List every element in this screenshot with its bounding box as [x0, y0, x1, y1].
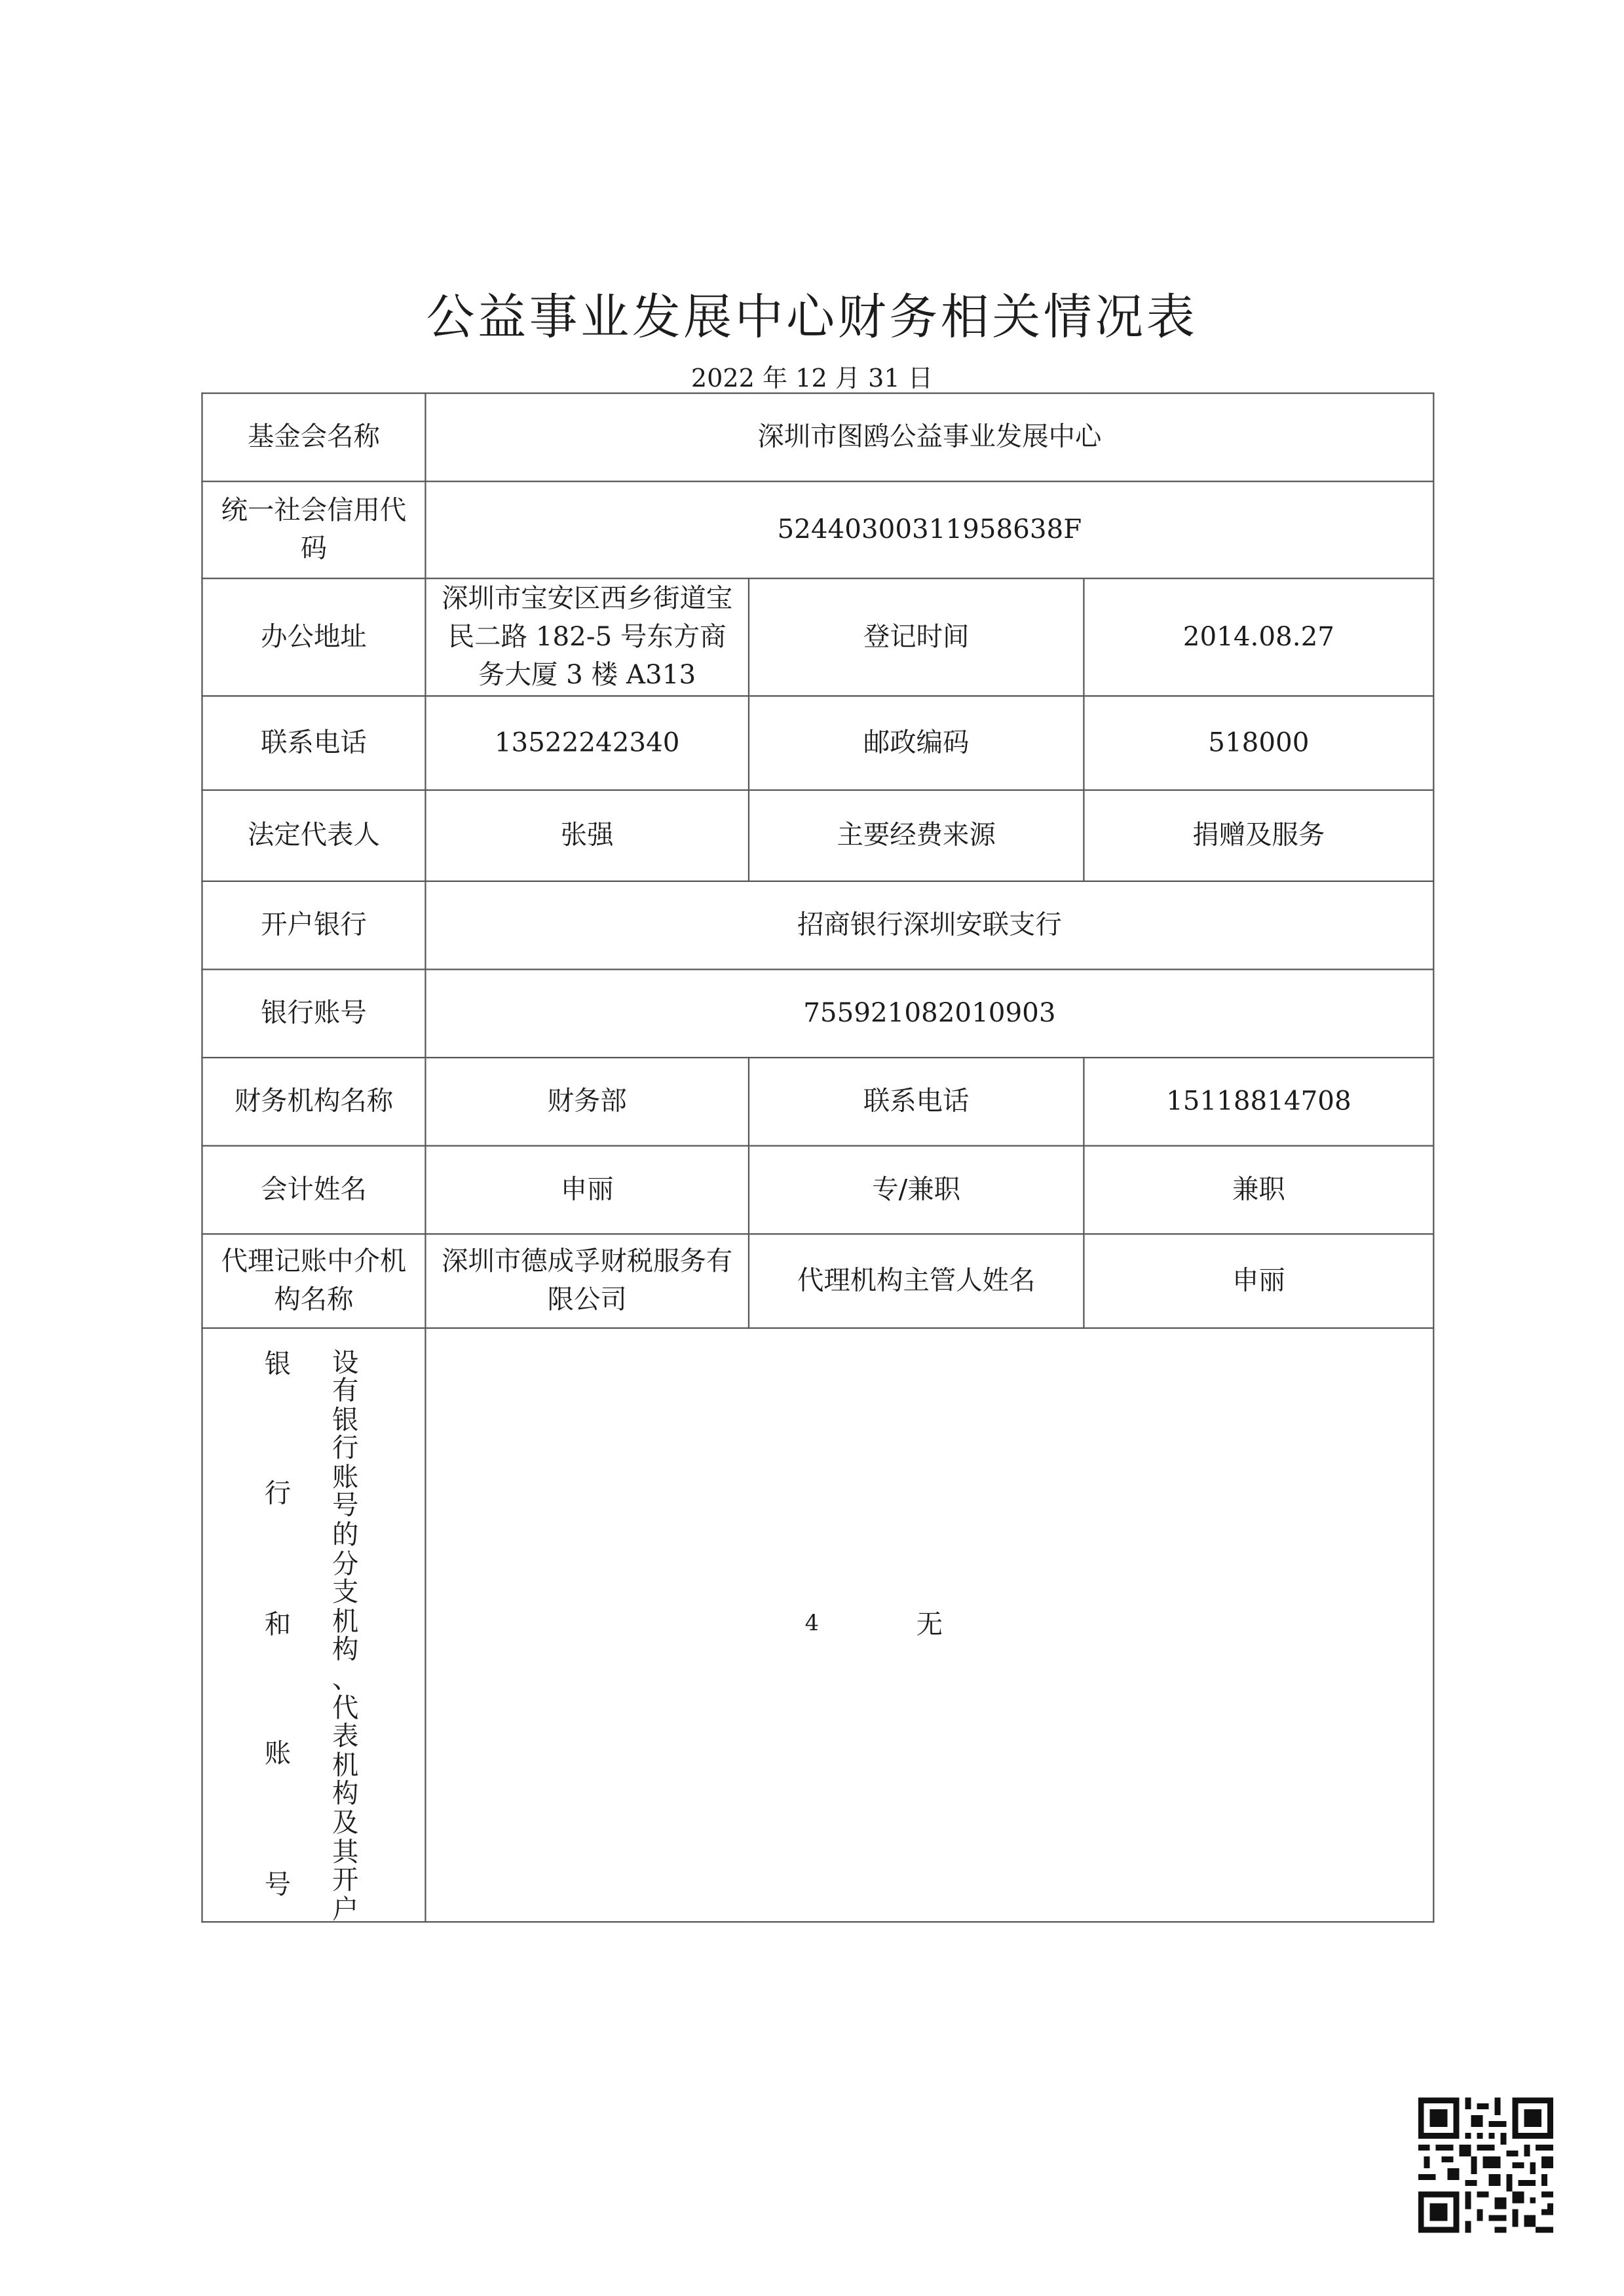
- finance-phone-label: 联系电话: [749, 1058, 1084, 1146]
- vertical-label-char: 其: [331, 1837, 359, 1868]
- vertical-label-char: 账: [331, 1462, 359, 1493]
- vertical-label-char: 、: [331, 1664, 359, 1695]
- registration-time-label: 登记时间: [749, 579, 1084, 696]
- contact-phone-value: 13522242340: [425, 696, 749, 790]
- vertical-label-char: 开: [331, 1866, 359, 1897]
- qr-code-icon: [1418, 2097, 1553, 2232]
- foundation-name-value: 深圳市图鸥公益事业发展中心: [425, 393, 1433, 482]
- credit-code-value: 52440300311958638F: [425, 482, 1433, 579]
- vertical-label-char: 设: [331, 1347, 359, 1379]
- finance-phone-value: 15118814708: [1084, 1058, 1433, 1146]
- table-row: [202, 790, 1433, 881]
- legal-representative-value: 张强: [425, 790, 749, 881]
- document-date: 2022 年 12 月 31 日: [690, 364, 933, 394]
- vertical-label-char: 构: [331, 1635, 359, 1666]
- legal-representative-label: 法定代表人: [202, 790, 425, 881]
- vertical-label-char: 户: [331, 1894, 359, 1926]
- table-row: [202, 1058, 1433, 1146]
- bank-value: 招商银行深圳安联支行: [425, 881, 1433, 970]
- vertical-label-char: 的: [331, 1520, 359, 1551]
- vertical-label-char: 表: [331, 1721, 359, 1753]
- office-address-value: 深圳市宝安区西乡街道宝民二路 182-5 号东方商务大厦 3 楼 A313: [425, 579, 749, 696]
- bank-account-label: 银行账号: [202, 969, 425, 1058]
- finance-dept-label: 财务机构名称: [202, 1058, 425, 1146]
- table-row: [202, 1146, 1433, 1234]
- vertical-label-char: 机: [331, 1750, 359, 1782]
- foundation-name-label: 基金会名称: [202, 393, 425, 482]
- vertical-label-char: 支: [331, 1577, 359, 1609]
- bank-account-value: 755921082010903: [425, 969, 1433, 1058]
- contact-phone-label: 联系电话: [202, 696, 425, 790]
- finance-dept-value: 财务部: [425, 1058, 749, 1146]
- table-row: [202, 579, 1433, 696]
- vertical-label-char: 和: [264, 1609, 292, 1640]
- postal-code-value: 518000: [1084, 696, 1433, 790]
- vertical-label-char: 有: [331, 1375, 359, 1407]
- table-row: [202, 881, 1433, 970]
- vertical-label-char: 行: [331, 1433, 359, 1464]
- agency-name-value: 深圳市德成孚财税服务有限公司: [425, 1234, 749, 1328]
- vertical-label-char: 机: [331, 1606, 359, 1637]
- table-row: [202, 1234, 1433, 1328]
- office-address-label: 办公地址: [202, 579, 425, 696]
- vertical-label-char: 代: [331, 1693, 359, 1724]
- registration-time-value: 2014.08.27: [1084, 579, 1433, 696]
- branch-accounts-sub-label: [332, 1349, 358, 1924]
- funding-source-value: 捐赠及服务: [1084, 790, 1433, 881]
- vertical-label-char: 分: [331, 1548, 359, 1580]
- vertical-label-char: 号: [264, 1869, 292, 1900]
- employment-type-label: 专/兼职: [749, 1146, 1084, 1234]
- branch-accounts-value: 无: [425, 1328, 1433, 1922]
- page-number: 4: [804, 1609, 820, 1636]
- table-row: [202, 393, 1433, 482]
- vertical-label-char: 银: [264, 1349, 292, 1380]
- vertical-label-char: 及: [331, 1808, 359, 1839]
- accountant-value: 申丽: [425, 1146, 749, 1234]
- table-row: [202, 969, 1433, 1058]
- vertical-label-char: 构: [331, 1779, 359, 1810]
- funding-source-label: 主要经费来源: [749, 790, 1084, 881]
- accountant-label: 会计姓名: [202, 1146, 425, 1234]
- agency-manager-value: 申丽: [1084, 1234, 1433, 1328]
- table-row: [202, 696, 1433, 790]
- financial-info-table: [201, 392, 1434, 1926]
- agency-manager-label: 代理机构主管人姓名: [749, 1234, 1084, 1328]
- vertical-label-char: 行: [264, 1478, 292, 1510]
- table-row: [202, 482, 1433, 579]
- bank-label: 开户银行: [202, 881, 425, 970]
- vertical-label-char: 号: [331, 1491, 359, 1522]
- postal-code-label: 邮政编码: [749, 696, 1084, 790]
- agency-name-label: 代理记账中介机构名称: [202, 1234, 425, 1328]
- document-title: 公益事业发展中心财务相关情况表: [426, 288, 1198, 346]
- vertical-label-char: 账: [264, 1738, 292, 1770]
- employment-type-value: 兼职: [1084, 1146, 1433, 1234]
- vertical-label-char: 银: [331, 1404, 359, 1436]
- credit-code-label: 统一社会信用代码: [202, 482, 425, 579]
